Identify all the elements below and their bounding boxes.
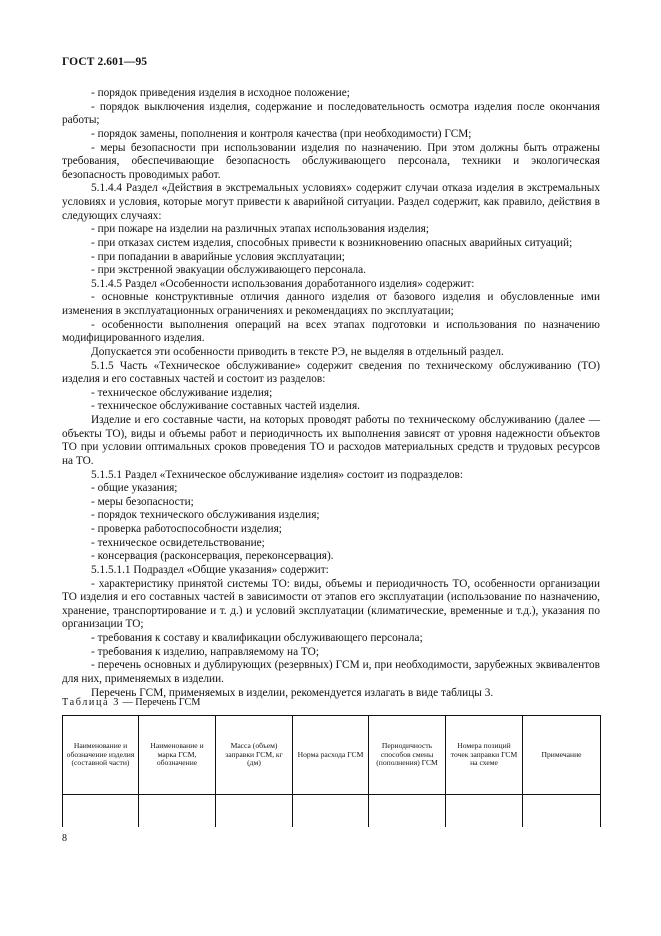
column-header: Примечание	[523, 716, 601, 795]
paragraph: 5.1.5.1 Раздел «Техническое обслуживание изделия» состоит из подразделов:	[91, 468, 463, 481]
paragraph: - при экстренной эвакуации обслуживающего персонала.	[91, 264, 366, 277]
paragraph: 5.1.4.4 Раздел «Действия в экстремальных условиях» содержит случаи отказа изделия в экстремальных условиях и условия, которые могут привести к аварийной ситуации. Раздел содержит, как правило, действия в следующих случаях:	[62, 182, 600, 222]
body-text	[62, 87, 600, 700]
column-header: Наименование и марка ГСМ, обозначение	[139, 716, 216, 795]
paragraph: Допускается эти особенности приводить в тексте РЭ, не выделяя в отдельный раздел.	[91, 345, 504, 358]
paragraph: 5.1.4.5 Раздел «Особенности использования доработанного изделия» содержит:	[91, 277, 475, 290]
table-cell	[216, 795, 293, 828]
paragraph: - техническое обслуживание составных частей изделия.	[91, 400, 360, 413]
column-header: Масса (объем) заправки ГСМ, кг (дм)	[216, 716, 293, 795]
table-caption-title: — Перечень ГСМ	[119, 697, 201, 708]
paragraph: - меры безопасности;	[91, 495, 194, 508]
paragraph: - порядок приведения изделия в исходное положение;	[91, 87, 350, 99]
column-header: Наименование и обозначение изделия (составной части)	[63, 716, 139, 795]
paragraph: - при пожаре на изделии на различных этапах использования изделия;	[91, 223, 430, 236]
table-caption-label: Таблица 3	[62, 697, 120, 708]
column-header: Периодичность способов смены (пополнения) ГСМ	[369, 716, 446, 795]
table-cell	[523, 795, 601, 828]
paragraph: - требования к составу и квалификации обслуживающего персонала;	[91, 632, 423, 644]
table-cell	[139, 795, 216, 828]
column-header: Норма расхода ГСМ	[293, 716, 369, 795]
paragraph: 5.1.5.1.1 Подраздел «Общие указания» содержит:	[91, 563, 329, 576]
paragraph: - порядок замены, пополнения и контроля качества (при необходимости) ГСМ;	[91, 127, 472, 140]
document-code-header: ГОСТ 2.601—95	[62, 56, 148, 68]
paragraph: - проверка работоспособности изделия;	[91, 523, 282, 535]
paragraph: Перечень ГСМ, применяемых в изделии, рекомендуется излагать в виде таблицы 3.	[91, 686, 494, 699]
paragraph: - перечень основных и дублирующих (резервных) ГСМ и, при необходимости, зарубежных эквивалентов для них, применяемых в изделии.	[62, 659, 600, 685]
table-row	[63, 795, 601, 828]
paragraph: - особенности выполнения операций на всех этапах подготовки и использования по назначению модифицированного изделия.	[62, 318, 600, 345]
paragraph: - общие указания;	[91, 482, 178, 495]
page-number: 8	[62, 833, 67, 844]
paragraph: - требования к изделию, направляемому на ТО;	[91, 645, 319, 658]
paragraph: - при попадании в аварийные условия эксплуатации;	[91, 250, 345, 263]
table-cell	[446, 795, 523, 828]
paragraph: - характеристику принятой системы ТО: виды, объемы и периодичность ТО, особенности организации ТО изделия и его составных частей в зависимости от этапов его эксплуатации (использование по назначению, хранение, транспортирование и т. д.) и условий эксплуатации (климатические, временные и т.д.), указания по организации ТО;	[62, 577, 600, 631]
column-header: Номера позиций точек заправки ГСМ на схеме	[446, 716, 523, 795]
paragraph: - при отказах систем изделия, способных привести к возникновению опасных аварийных ситуаций;	[91, 236, 573, 249]
paragraph: - порядок выключения изделия, содержание и последовательность осмотра изделия после окончания работы;	[62, 100, 600, 127]
paragraph: Изделие и его составные части, на которых проводят работы по техническому обслуживанию (далее — объекты ТО), виды и объемы работ и периодичность их выполнения зависят от уровня надежности объектов ТО при условии оптимальных сроков проведения ТО и расходов материальных средств и трудовых ресурсов на ТО.	[62, 414, 600, 467]
paragraph: - меры безопасности при использовании изделия по назначению. При этом должны быть отражены требования, обеспечивающие безопасность обслуживающего персонала, техники и экологическая безопасность проводимых работ.	[62, 141, 600, 181]
table-cell	[369, 795, 446, 828]
table-cell	[63, 795, 139, 828]
table-cell	[293, 795, 369, 828]
gsm-table	[62, 715, 601, 827]
paragraph: - основные конструктивные отличия данного изделия от базового изделия и обусловленные ими изменения в эксплуатационных ограничениях и рекомендациях по эксплуатации;	[62, 291, 600, 317]
paragraph: - техническое обслуживание изделия;	[91, 386, 273, 399]
table-header-row	[63, 716, 601, 795]
paragraph: - техническое освидетельствование;	[91, 536, 265, 549]
paragraph: 5.1.5 Часть «Техническое обслуживание» содержит сведения по техническому обслуживанию (ТО) изделия и его составных частей и состоит из разделов:	[62, 359, 600, 386]
paragraph: - консервация (расконсервация, переконсервация).	[91, 550, 334, 563]
table-caption	[62, 697, 200, 708]
paragraph: - порядок технического обслуживания изделия;	[91, 509, 320, 522]
